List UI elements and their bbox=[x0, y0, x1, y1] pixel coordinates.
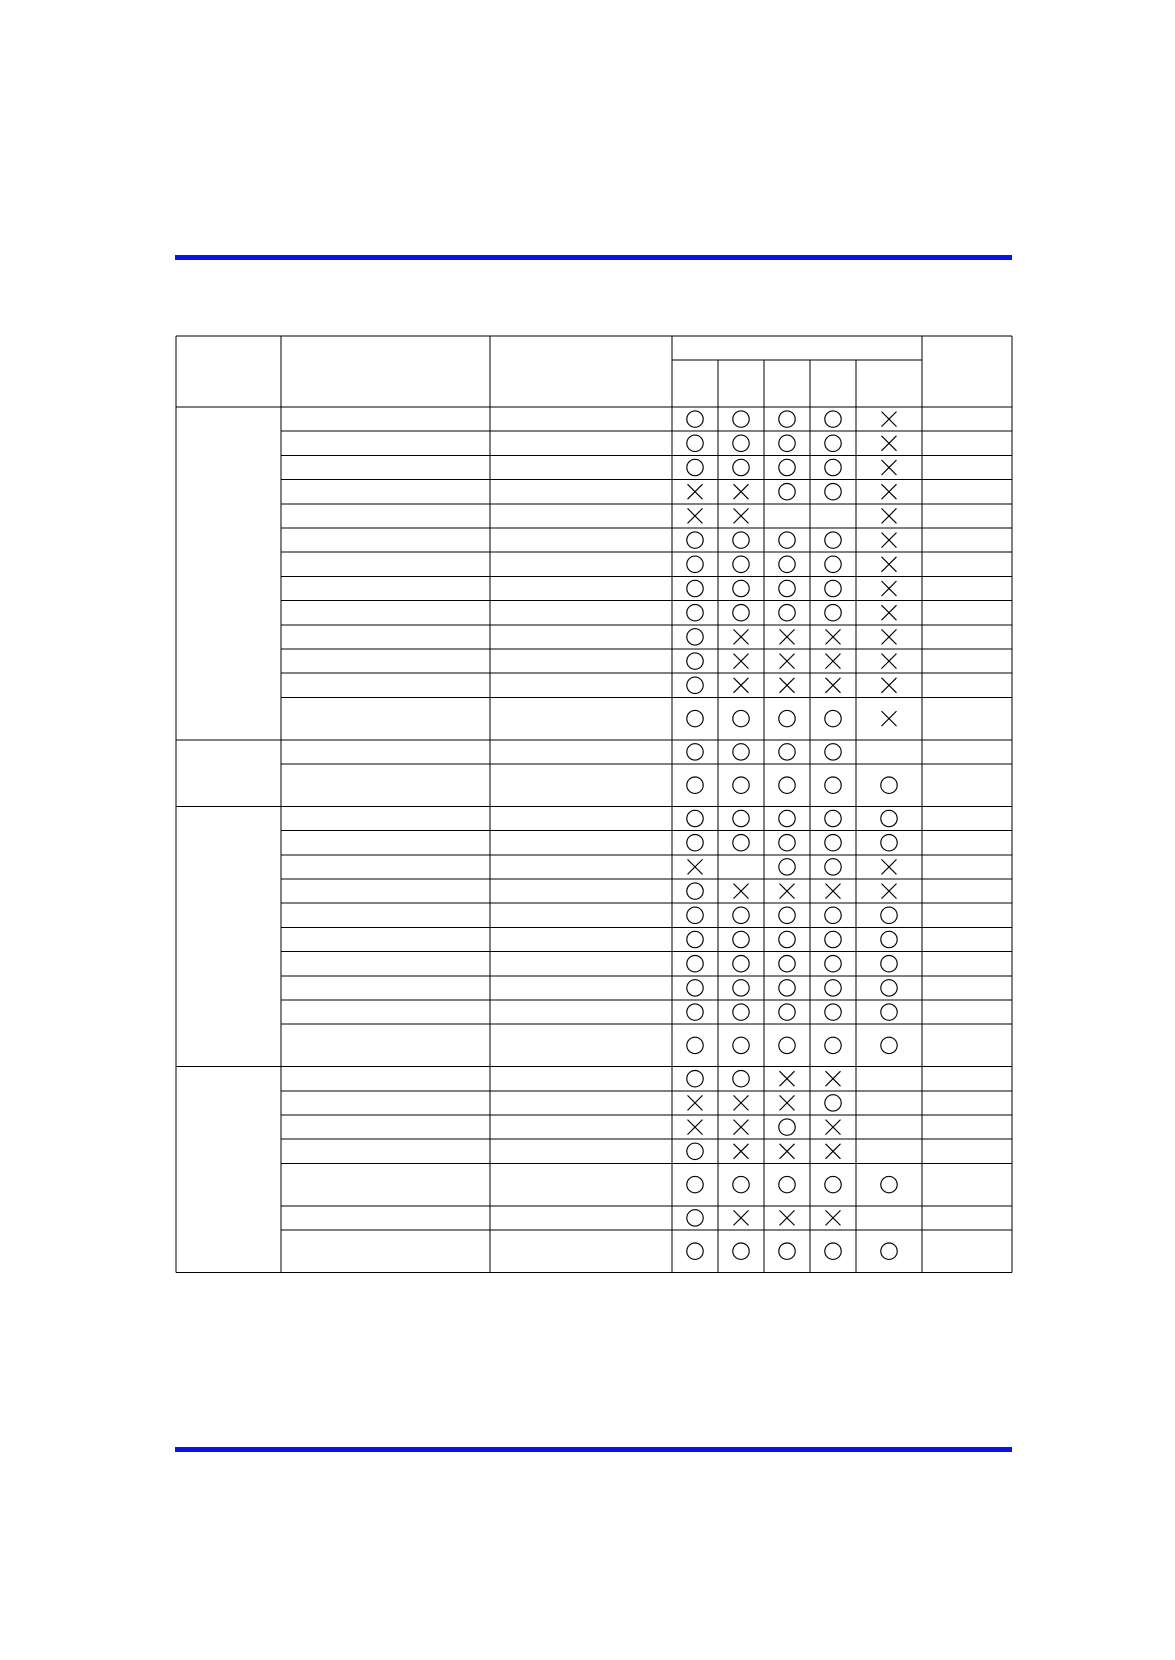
circle-icon bbox=[825, 435, 841, 451]
cross-icon bbox=[882, 508, 897, 523]
cross-icon bbox=[882, 484, 897, 499]
cross-icon bbox=[780, 678, 795, 693]
cross-icon bbox=[826, 678, 841, 693]
circle-icon bbox=[687, 980, 703, 996]
circle-icon bbox=[733, 1176, 749, 1192]
cross-icon bbox=[734, 629, 749, 644]
cross-icon bbox=[734, 1095, 749, 1110]
cross-icon bbox=[688, 859, 703, 874]
cross-icon bbox=[780, 1144, 795, 1159]
circle-icon bbox=[687, 835, 703, 851]
cross-icon bbox=[882, 460, 897, 475]
circle-icon bbox=[779, 1004, 795, 1020]
circle-icon bbox=[687, 777, 703, 793]
circle-icon bbox=[687, 629, 703, 645]
circle-icon bbox=[687, 1004, 703, 1020]
cross-icon bbox=[882, 654, 897, 669]
circle-icon bbox=[779, 907, 795, 923]
cross-icon bbox=[882, 557, 897, 572]
cross-icon bbox=[826, 884, 841, 899]
circle-icon bbox=[687, 1071, 703, 1087]
cross-icon bbox=[882, 678, 897, 693]
cross-icon bbox=[688, 1095, 703, 1110]
circle-icon bbox=[881, 1176, 897, 1192]
cross-icon bbox=[826, 1144, 841, 1159]
circle-icon bbox=[687, 653, 703, 669]
circle-icon bbox=[825, 556, 841, 572]
circle-icon bbox=[825, 580, 841, 596]
circle-icon bbox=[825, 835, 841, 851]
cross-icon bbox=[734, 1144, 749, 1159]
circle-icon bbox=[733, 1071, 749, 1087]
circle-icon bbox=[779, 931, 795, 947]
circle-icon bbox=[779, 1037, 795, 1053]
circle-icon bbox=[733, 907, 749, 923]
circle-icon bbox=[733, 810, 749, 826]
circle-icon bbox=[881, 835, 897, 851]
cross-icon bbox=[882, 711, 897, 726]
circle-icon bbox=[733, 980, 749, 996]
circle-icon bbox=[733, 532, 749, 548]
circle-icon bbox=[779, 1243, 795, 1259]
circle-icon bbox=[687, 1243, 703, 1259]
circle-icon bbox=[825, 1176, 841, 1192]
circle-icon bbox=[881, 1004, 897, 1020]
cross-icon bbox=[688, 508, 703, 523]
circle-icon bbox=[825, 859, 841, 875]
circle-icon bbox=[825, 956, 841, 972]
circle-icon bbox=[881, 810, 897, 826]
circle-icon bbox=[733, 956, 749, 972]
circle-icon bbox=[825, 810, 841, 826]
circle-icon bbox=[881, 956, 897, 972]
cross-icon bbox=[882, 605, 897, 620]
cross-icon bbox=[780, 1210, 795, 1225]
circle-icon bbox=[687, 1143, 703, 1159]
cross-icon bbox=[882, 859, 897, 874]
cross-icon bbox=[826, 1120, 841, 1135]
circle-icon bbox=[779, 411, 795, 427]
circle-icon bbox=[733, 1004, 749, 1020]
cross-icon bbox=[688, 1120, 703, 1135]
cross-icon bbox=[734, 884, 749, 899]
circle-icon bbox=[779, 744, 795, 760]
circle-icon bbox=[881, 777, 897, 793]
cross-icon bbox=[780, 654, 795, 669]
circle-icon bbox=[733, 931, 749, 947]
circle-icon bbox=[779, 435, 795, 451]
circle-icon bbox=[733, 605, 749, 621]
circle-icon bbox=[779, 459, 795, 475]
circle-icon bbox=[825, 1243, 841, 1259]
cross-icon bbox=[882, 581, 897, 596]
cross-icon bbox=[826, 1210, 841, 1225]
circle-icon bbox=[687, 532, 703, 548]
cross-icon bbox=[734, 484, 749, 499]
circle-icon bbox=[733, 556, 749, 572]
circle-icon bbox=[825, 931, 841, 947]
circle-icon bbox=[779, 1119, 795, 1135]
circle-icon bbox=[881, 1243, 897, 1259]
cross-icon bbox=[882, 884, 897, 899]
circle-icon bbox=[779, 777, 795, 793]
circle-icon bbox=[687, 435, 703, 451]
circle-icon bbox=[825, 1004, 841, 1020]
circle-icon bbox=[733, 744, 749, 760]
circle-icon bbox=[733, 411, 749, 427]
circle-icon bbox=[687, 956, 703, 972]
circle-icon bbox=[825, 744, 841, 760]
cross-icon bbox=[734, 1210, 749, 1225]
circle-icon bbox=[733, 580, 749, 596]
bottom-blue-rule bbox=[175, 1447, 1012, 1452]
circle-icon bbox=[825, 1037, 841, 1053]
circle-icon bbox=[825, 459, 841, 475]
circle-icon bbox=[687, 710, 703, 726]
circle-icon bbox=[825, 605, 841, 621]
circle-icon bbox=[881, 931, 897, 947]
circle-icon bbox=[881, 1037, 897, 1053]
circle-icon bbox=[779, 980, 795, 996]
circle-icon bbox=[779, 859, 795, 875]
cross-icon bbox=[826, 654, 841, 669]
circle-icon bbox=[825, 484, 841, 500]
circle-icon bbox=[687, 744, 703, 760]
cross-icon bbox=[826, 629, 841, 644]
circle-icon bbox=[687, 677, 703, 693]
circle-icon bbox=[733, 1243, 749, 1259]
circle-icon bbox=[733, 835, 749, 851]
cross-icon bbox=[780, 1071, 795, 1086]
circle-icon bbox=[779, 605, 795, 621]
circle-icon bbox=[825, 907, 841, 923]
circle-icon bbox=[687, 931, 703, 947]
circle-icon bbox=[825, 980, 841, 996]
circle-icon bbox=[687, 605, 703, 621]
circle-icon bbox=[687, 810, 703, 826]
circle-icon bbox=[687, 459, 703, 475]
cross-icon bbox=[734, 678, 749, 693]
circle-icon bbox=[687, 556, 703, 572]
circle-icon bbox=[779, 580, 795, 596]
circle-icon bbox=[779, 556, 795, 572]
cross-icon bbox=[826, 1071, 841, 1086]
cross-icon bbox=[882, 629, 897, 644]
circle-icon bbox=[779, 532, 795, 548]
circle-icon bbox=[733, 1037, 749, 1053]
cross-icon bbox=[780, 884, 795, 899]
circle-icon bbox=[825, 777, 841, 793]
cross-icon bbox=[780, 1095, 795, 1110]
cross-icon bbox=[734, 508, 749, 523]
circle-icon bbox=[733, 710, 749, 726]
cross-icon bbox=[882, 436, 897, 451]
circle-icon bbox=[779, 710, 795, 726]
cross-icon bbox=[688, 484, 703, 499]
circle-icon bbox=[687, 580, 703, 596]
circle-icon bbox=[687, 907, 703, 923]
circle-icon bbox=[733, 459, 749, 475]
circle-icon bbox=[881, 980, 897, 996]
cross-icon bbox=[780, 629, 795, 644]
circle-icon bbox=[825, 710, 841, 726]
circle-icon bbox=[779, 956, 795, 972]
circle-icon bbox=[825, 532, 841, 548]
circle-icon bbox=[687, 1210, 703, 1226]
cross-icon bbox=[734, 654, 749, 669]
circle-icon bbox=[779, 1176, 795, 1192]
circle-icon bbox=[779, 835, 795, 851]
circle-icon bbox=[733, 435, 749, 451]
circle-icon bbox=[881, 907, 897, 923]
circle-icon bbox=[687, 411, 703, 427]
cross-icon bbox=[882, 533, 897, 548]
circle-icon bbox=[825, 1095, 841, 1111]
circle-icon bbox=[779, 484, 795, 500]
circle-icon bbox=[733, 777, 749, 793]
circle-icon bbox=[687, 1037, 703, 1053]
circle-icon bbox=[687, 1176, 703, 1192]
cross-icon bbox=[882, 412, 897, 427]
circle-icon bbox=[825, 411, 841, 427]
cross-icon bbox=[734, 1120, 749, 1135]
circle-icon bbox=[779, 810, 795, 826]
circle-icon bbox=[687, 883, 703, 899]
